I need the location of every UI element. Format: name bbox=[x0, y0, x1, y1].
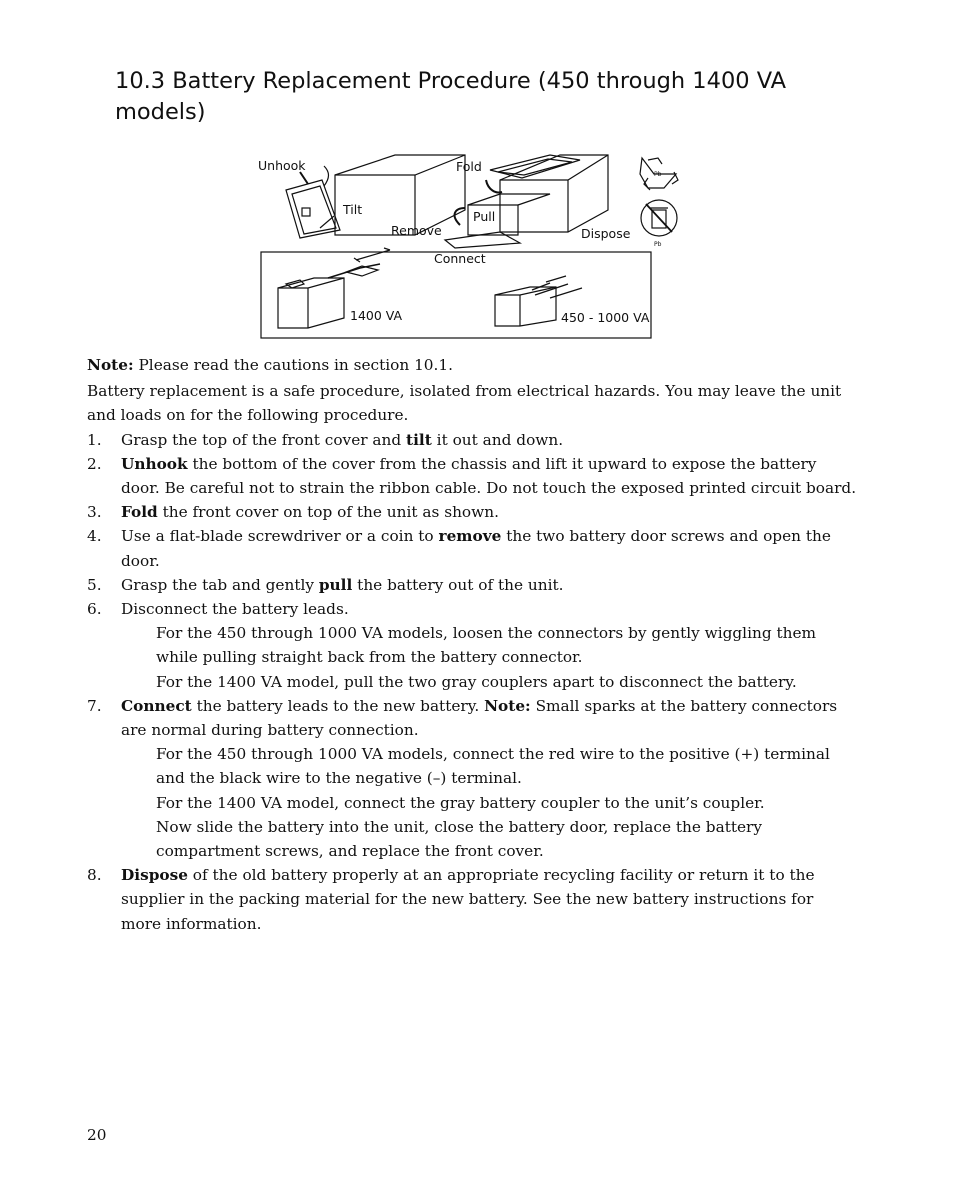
step-6-sub-1: For the 450 through 1000 VA models, loosen the connectors by gently wiggling them while pulling straight back from the battery connector. bbox=[156, 624, 817, 667]
label-tilt: Tilt bbox=[343, 202, 363, 217]
label-pull: Pull bbox=[473, 209, 496, 224]
section-heading: 10.3 Battery Replacement Procedure (450 through 1400 VA models) bbox=[115, 68, 787, 125]
label-remove: Remove bbox=[391, 223, 442, 238]
procedure-illustration bbox=[250, 150, 690, 342]
step-3: 3. Fold the front cover on top of the unit as shown. bbox=[87, 503, 499, 522]
step-2: 2. Unhook the bottom of the cover from the chassis and lift it upward to expose the battery door. Be careful not to strain the ribbon cable. Do not touch the exposed printed circuit board. bbox=[87, 454, 857, 498]
note-label: Note: bbox=[87, 356, 134, 374]
note-paragraph bbox=[87, 353, 857, 377]
step-6: 6. Disconnect the battery leads. bbox=[87, 600, 349, 619]
label-pb-bin: Pb bbox=[654, 241, 662, 248]
step-7-sub-1: For the 450 through 1000 VA models, connect the red wire to the positive (+) terminal and the black wire to the negative (–) terminal. bbox=[156, 745, 830, 788]
step-8: 8. Dispose of the old battery properly at an appropriate recycling facility or return it to the supplier in the packing material for the new battery. See the new battery instructions for more information. bbox=[87, 866, 815, 933]
step-7-sub-2: For the 1400 VA model, connect the gray battery coupler to the unit’s coupler. bbox=[156, 793, 765, 812]
page-number: 20 bbox=[87, 1126, 107, 1144]
folded-cover bbox=[490, 155, 580, 178]
intro-paragraph: Battery replacement is a safe procedure, isolated from electrical hazards. You may leave the unit and loads on for the following procedure. bbox=[87, 382, 842, 425]
step-4: 4. Use a flat-blade screwdriver or a coin to remove the two battery door screws and open the door. bbox=[87, 527, 831, 570]
label-connect: Connect bbox=[434, 251, 486, 266]
label-450-1000va: 450 - 1000 VA bbox=[561, 310, 650, 325]
procedure-text bbox=[87, 353, 857, 936]
battery-door bbox=[445, 232, 520, 248]
step-7: 7. Connect the battery leads to the new battery. Note: Small sparks at the battery connectors are normal during battery connection. bbox=[87, 696, 838, 740]
step-7-sub-3: Now slide the battery into the unit, close the battery door, replace the battery compartment screws, and replace the front cover. bbox=[156, 817, 762, 861]
label-unhook: Unhook bbox=[258, 158, 306, 173]
label-fold: Fold bbox=[456, 159, 482, 174]
label-pb-recycle: Pb bbox=[654, 171, 662, 178]
battery-replacement-figure bbox=[250, 150, 690, 342]
no-trash-bin-icon bbox=[641, 200, 677, 236]
note-text: Please read the cautions in section 10.1. bbox=[133, 356, 453, 374]
label-dispose: Dispose bbox=[581, 226, 631, 241]
label-1400va: 1400 VA bbox=[350, 308, 403, 323]
battery-450-1000va bbox=[495, 287, 556, 326]
step-1: 1. Grasp the top of the front cover and tilt it out and down. bbox=[87, 430, 564, 449]
step-5: 5. Grasp the tab and gently pull the battery out of the unit. bbox=[87, 575, 564, 594]
step-6-sub-2: For the 1400 VA model, pull the two gray couplers apart to disconnect the battery. bbox=[156, 672, 797, 691]
